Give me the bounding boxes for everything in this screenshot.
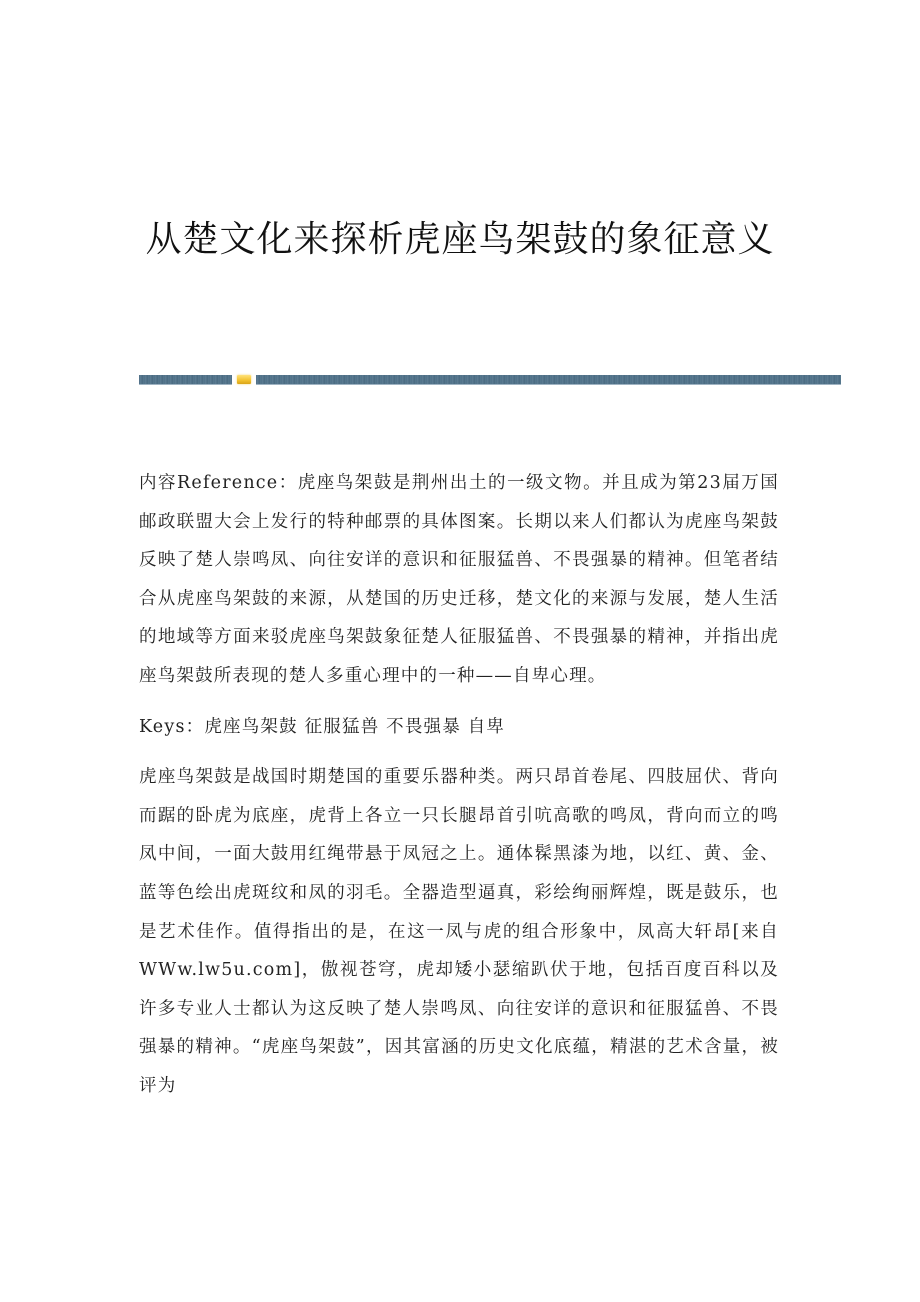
keywords-label: Keys： xyxy=(139,716,205,737)
keywords-line xyxy=(139,708,779,747)
document-title: 从楚文化来探析虎座鸟架鼓的象征意义 xyxy=(145,219,775,260)
divider-bar-right xyxy=(256,375,841,385)
document-body xyxy=(139,464,779,1118)
title-divider xyxy=(139,375,841,385)
divider-bar-left xyxy=(139,375,232,385)
divider-ornament-icon xyxy=(237,375,251,384)
keywords-value: 虎座鸟架鼓 征服猛兽 不畏强暴 自卑 xyxy=(204,716,506,737)
abstract-paragraph: 内容Reference：虎座鸟架鼓是荆州出土的一级文物。并且成为第23届万国邮政联盟大会上发行的特种邮票的具体图案。长期以来人们都认为虎座鸟架鼓反映了楚人崇鸣凤、向往安详的意识和征服猛兽、不畏强暴的精神。但笔者结合从虎座鸟架鼓的来源，从楚国的历史迁移，楚文化的来源与发展，楚人生活的地域等方面来驳虎座鸟架鼓象征楚人征服猛兽、不畏强暴的精神，并指出虎座鸟架鼓所表现的楚人多重心理中的一种——自卑心理。 xyxy=(139,473,779,686)
body-paragraph: 虎座鸟架鼓是战国时期楚国的重要乐器种类。两只昂首卷尾、四肢屈伏、背向而踞的卧虎为底座，虎背上各立一只长腿昂首引吭高歌的鸣凤，背向而立的鸣凤中间，一面大鼓用红绳带悬于凤冠之上。通体髹黑漆为地，以红、黄、金、蓝等色绘出虎斑纹和凤的羽毛。全器造型逼真，彩绘绚丽辉煌，既是鼓乐，也是艺术佳作。值得指出的是，在这一凤与虎的组合形象中，凤高大轩昂[来自WWw.lw5u.com]，傲视苍穹，虎却矮小瑟缩趴伏于地，包括百度百科以及许多专业人士都认为这反映了楚人崇鸣凤、向往安详的意识和征服猛兽、不畏强暴的精神。“虎座鸟架鼓”，因其富涵的历史文化底蕴，精湛的艺术含量，被评为 xyxy=(139,767,779,1096)
